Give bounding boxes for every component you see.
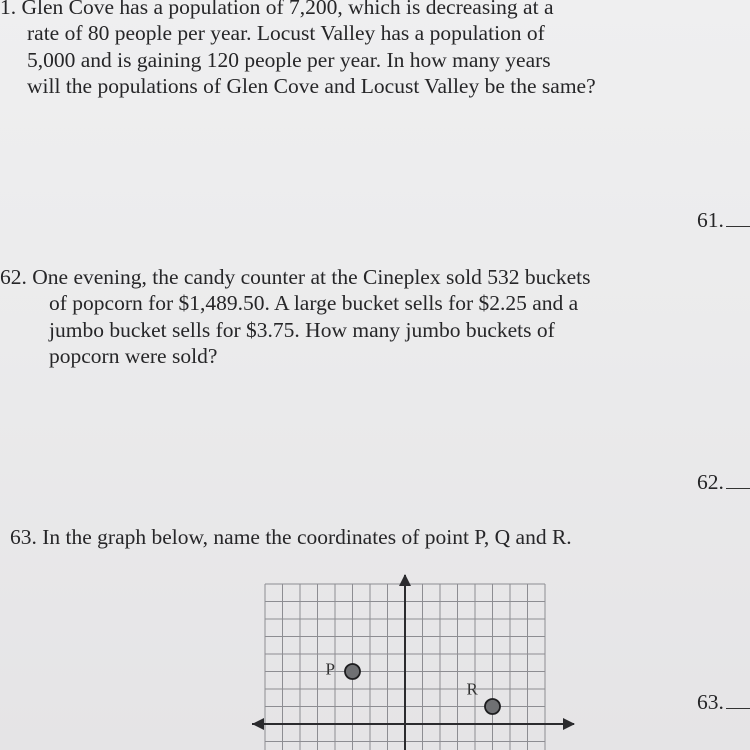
question-61-line-4: will the populations of Glen Cove and Locust Valley be the same? [27, 74, 596, 99]
question-63-line-1: 63. In the graph below, name the coordinates of point P, Q and R. [10, 525, 572, 549]
answer-61-label: 61. [697, 208, 724, 232]
x-axis-right-arrow [563, 718, 575, 730]
answer-61-blank[interactable] [726, 210, 750, 227]
answer-63-blank[interactable] [726, 692, 750, 709]
point-p-label: P [325, 659, 335, 679]
question-61 [0, 0, 596, 100]
answer-63[interactable] [697, 690, 750, 715]
answer-62[interactable] [697, 470, 750, 495]
answer-62-blank[interactable] [726, 472, 750, 489]
answer-61[interactable] [697, 208, 750, 233]
question-62-line-3: jumbo bucket sells for $3.75. How many jumbo buckets of [49, 317, 555, 342]
point-r-label: R [466, 679, 478, 699]
coordinate-graph [248, 572, 578, 750]
answer-63-label: 63. [697, 690, 724, 714]
question-62-line-2: of popcorn for $1,489.50. A large bucket sells for $2.25 and a [49, 291, 579, 316]
answer-62-label: 62. [697, 470, 724, 494]
question-62-line-1: 62. One evening, the candy counter at the Cineplex sold 532 buckets [0, 265, 591, 289]
point-p [345, 664, 360, 679]
x-axis-left-arrow [252, 718, 264, 730]
question-63 [10, 524, 572, 550]
question-61-line-2: rate of 80 people per year. Locust Valley has a population of [27, 21, 545, 46]
question-61-line-1: 1. Glen Cove has a population of 7,200, which is decreasing at a [0, 0, 554, 19]
point-r [485, 699, 500, 714]
question-62-line-4: popcorn were sold? [49, 344, 218, 369]
y-axis-up-arrow [399, 574, 411, 586]
graph-points [326, 660, 501, 715]
question-61-line-3: 5,000 and is gaining 120 people per year. In how many years [27, 47, 551, 72]
question-62 [0, 264, 591, 370]
